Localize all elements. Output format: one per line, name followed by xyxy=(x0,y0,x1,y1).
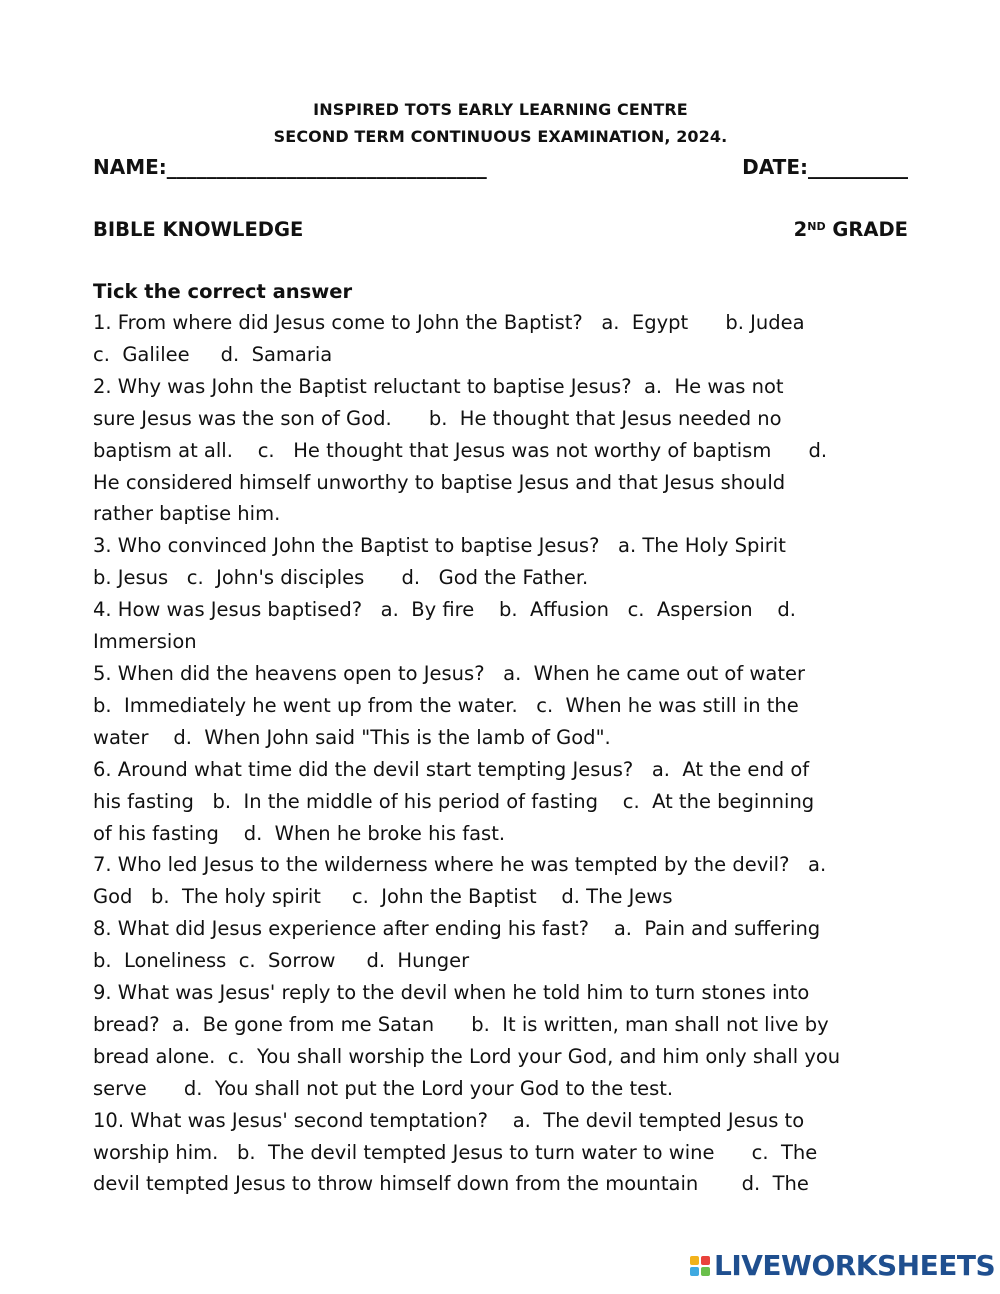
question-line: devil tempted Jesus to throw himself down from the mountain d. The xyxy=(93,1172,809,1196)
question-line: 4. How was Jesus baptised? a. By fire b. Affusion c. Aspersion d. xyxy=(93,598,797,622)
question-line: bread alone. c. You shall worship the Lord your God, and him only shall you xyxy=(93,1044,841,1068)
question-line: God b. The holy spirit c. John the Baptist d. The Jews xyxy=(93,885,673,909)
question-line: He considered himself unworthy to baptise Jesus and that Jesus should xyxy=(93,470,786,494)
question-line: his fasting b. In the middle of his period of fasting c. At the beginning xyxy=(93,789,815,813)
question-line: 3. Who convinced John the Baptist to baptise Jesus? a. The Holy Spirit xyxy=(93,534,786,558)
liveworksheets-logo[interactable] xyxy=(690,1250,995,1282)
question-line: of his fasting d. When he broke his fast. xyxy=(93,821,506,845)
exam-title: SECOND TERM CONTINUOUS EXAMINATION, 2024. xyxy=(273,127,728,146)
question-line: baptism at all. c. He thought that Jesus was not worthy of baptism d. xyxy=(93,438,828,462)
liveworksheets-logo-icon xyxy=(690,1256,710,1276)
question-line: bread? a. Be gone from me Satan b. It is written, man shall not live by xyxy=(93,1012,829,1036)
question-line: c. Galilee d. Samaria xyxy=(93,342,333,366)
question-line: 7. Who led Jesus to the wilderness where he was tempted by the devil? a. xyxy=(93,853,827,877)
question-line: worship him. b. The devil tempted Jesus to turn water to wine c. The xyxy=(93,1140,818,1164)
name-date-row xyxy=(93,152,908,182)
school-name: INSPIRED TOTS EARLY LEARNING CENTRE xyxy=(313,100,688,119)
question-line: 5. When did the heavens open to Jesus? a. When he came out of water xyxy=(93,661,805,685)
question-line: 6. Around what time did the devil start tempting Jesus? a. At the end of xyxy=(93,757,810,781)
question-line: sure Jesus was the son of God. b. He thought that Jesus needed no xyxy=(93,406,782,430)
question-line: 9. What was Jesus' reply to the devil when he told him to turn stones into xyxy=(93,981,810,1005)
grade-label: 2ND GRADE xyxy=(793,218,908,241)
question-line: serve d. You shall not put the Lord your God to the test. xyxy=(93,1076,674,1100)
question-line: 8. What did Jesus experience after ending his fast? a. Pain and suffering xyxy=(93,917,821,941)
question-line: b. Loneliness c. Sorrow d. Hunger xyxy=(93,949,470,973)
question-line: b. Immediately he went up from the water. c. When he was still in the xyxy=(93,693,799,717)
date-field[interactable]: DATE:__________ xyxy=(742,155,908,179)
logo-text: LIVEWORKSHEETS xyxy=(714,1249,996,1282)
question-line: 10. What was Jesus' second temptation? a. The devil tempted Jesus to xyxy=(93,1108,805,1132)
question-line: water d. When John said "This is the lamb of God". xyxy=(93,725,611,749)
question-line: b. Jesus c. John's disciples d. God the Father. xyxy=(93,566,589,590)
name-field[interactable]: NAME:________________________________ xyxy=(93,155,487,179)
instruction: Tick the correct answer xyxy=(93,280,353,303)
question-line: 1. From where did Jesus come to John the Baptist? a. Egypt b. Judea xyxy=(93,311,805,334)
worksheet xyxy=(93,96,908,1200)
subject-name: BIBLE KNOWLEDGE xyxy=(93,218,304,241)
question-list xyxy=(93,307,908,1200)
question-line: Immersion xyxy=(93,630,197,654)
subject-row xyxy=(93,215,908,245)
question-line: 2. Why was John the Baptist reluctant to baptise Jesus? a. He was not xyxy=(93,374,784,398)
question-line: rather baptise him. xyxy=(93,502,281,526)
